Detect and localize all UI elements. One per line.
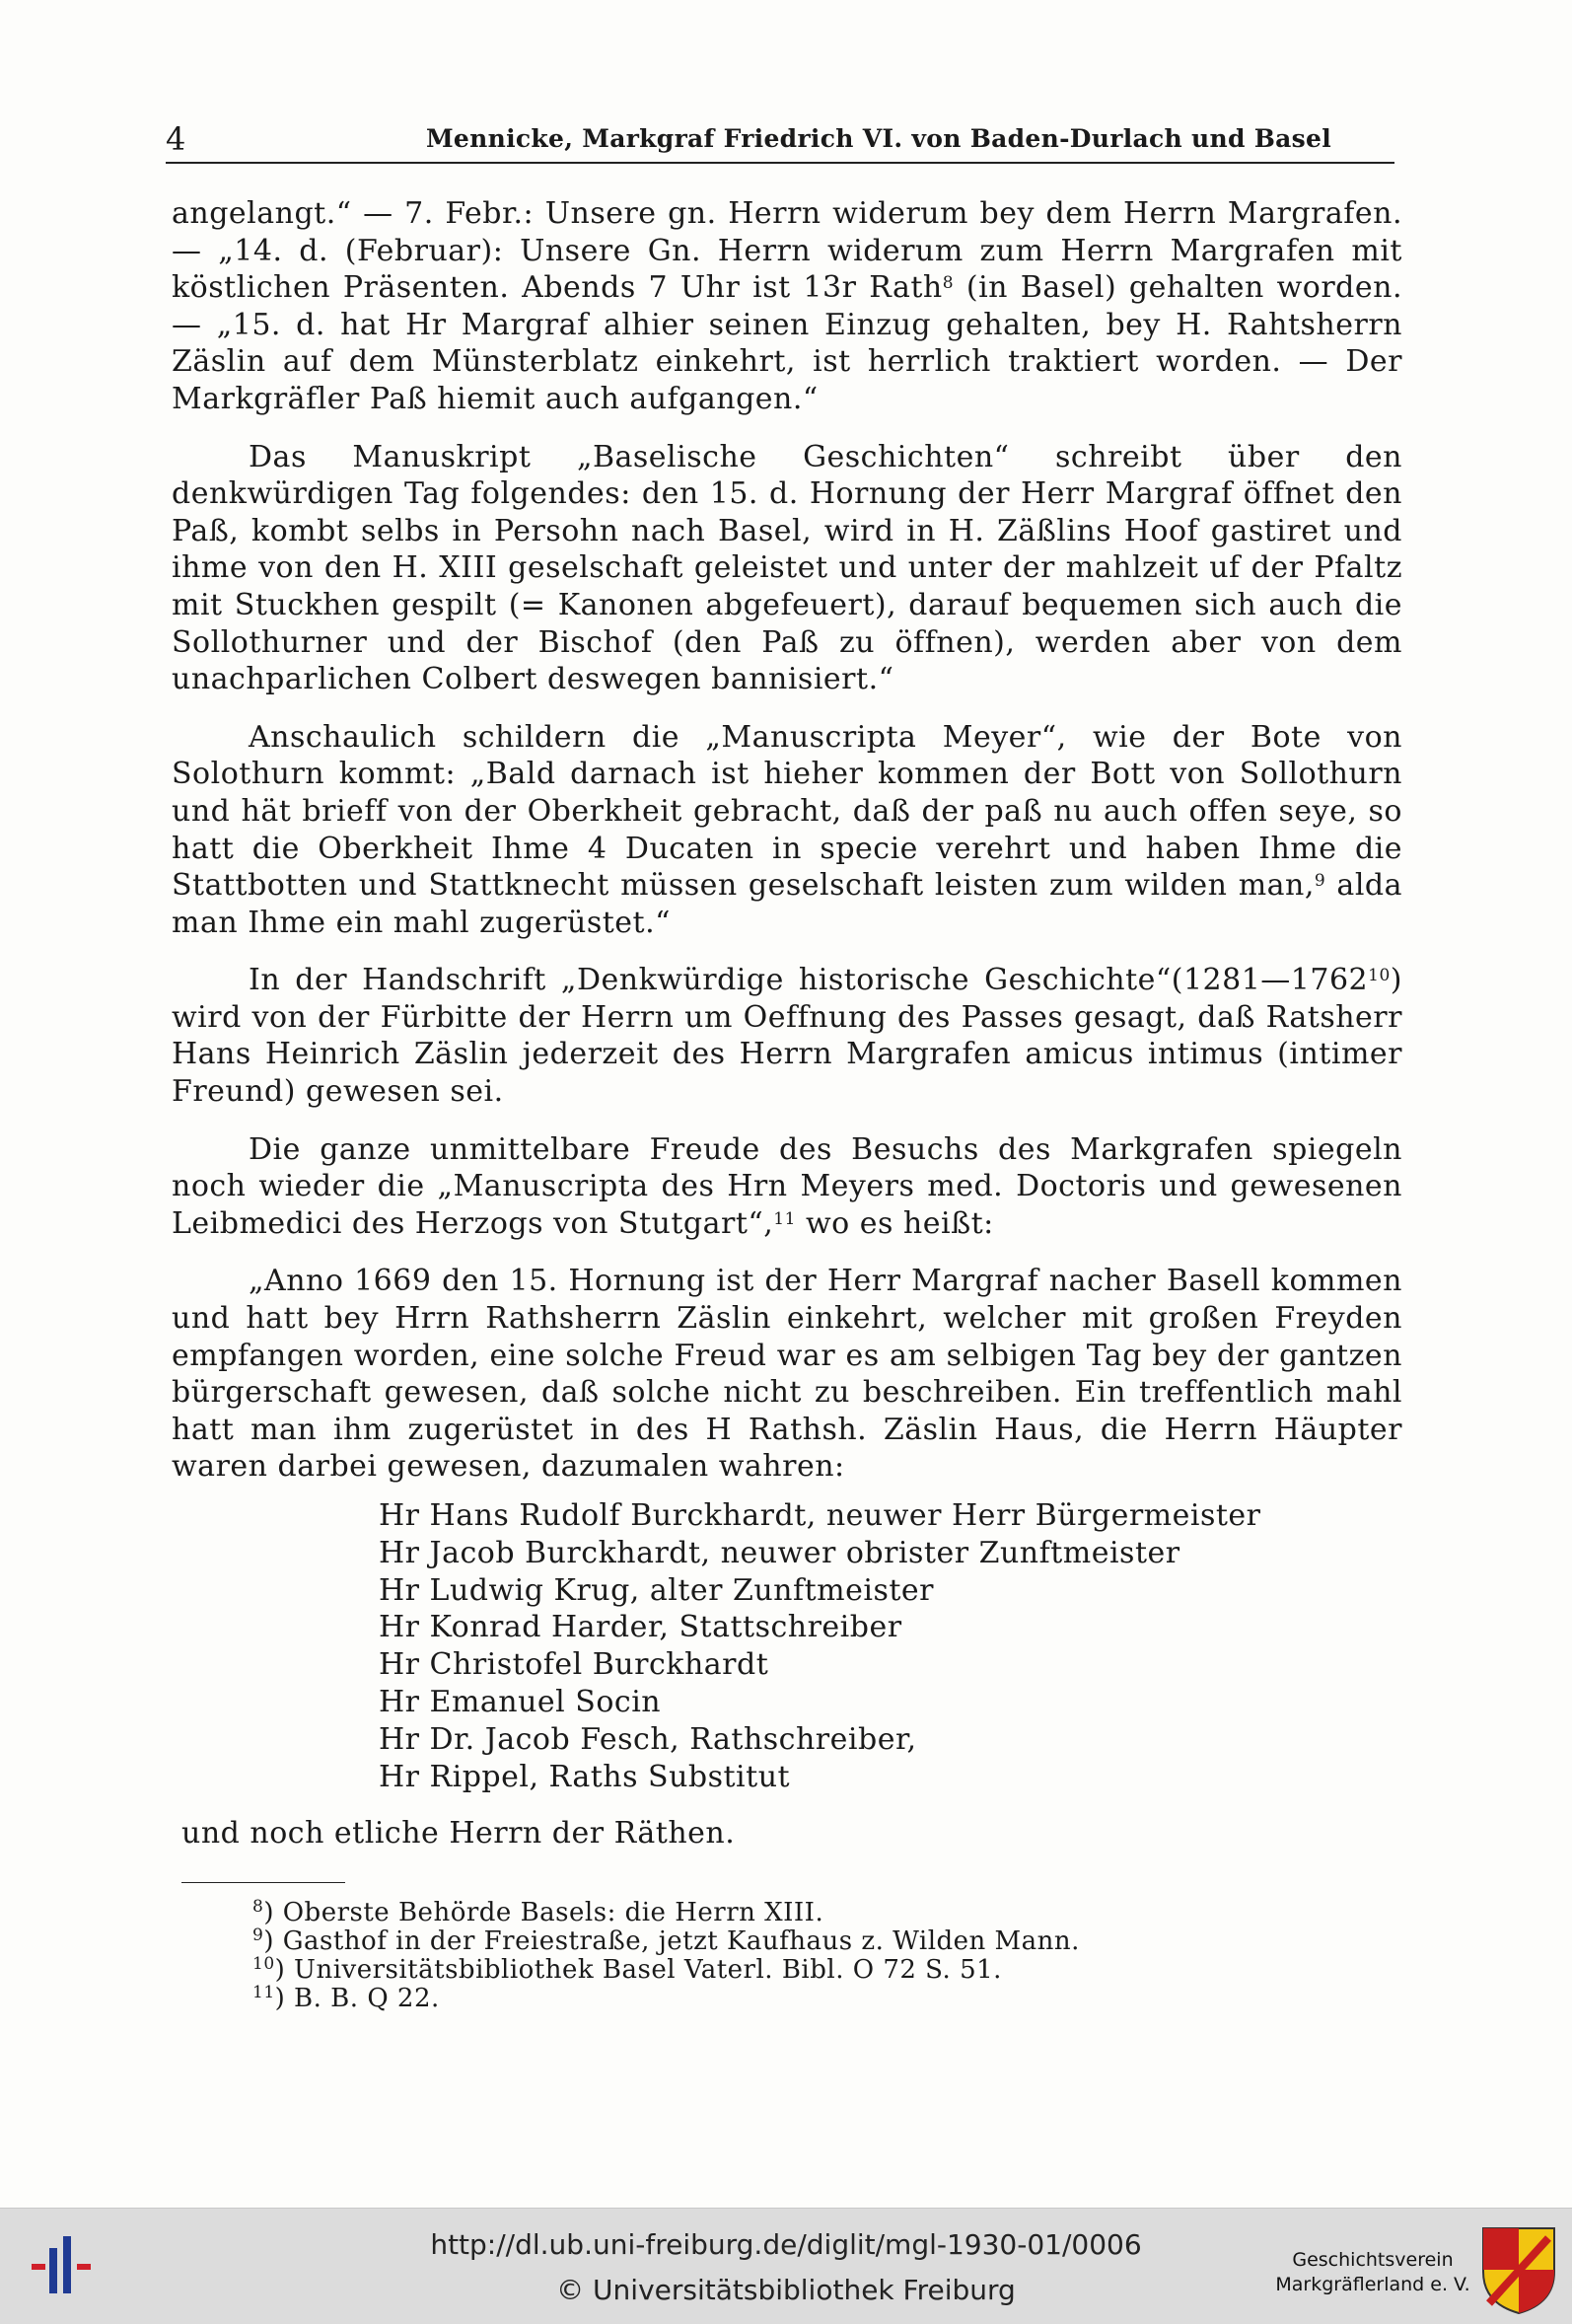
page-number: 4 [166,120,186,158]
paragraph: Das Manuskript „Baselische Geschichten“ schreibt über den denkwürdigen Tag folgendes: den 15. d. Hornung der Herr Margraf öffnet den Paß, kombt selbs in Persohn nach Basel, wird in H. Zäßlins Hoof gastiret und ihme von den H. XIII geselschaft geleistet und unter der mahlzeit uf der Pfaltz mit Stuckhen gespilt (= Kanonen abgefeuert), darauf bequemen sich auch die Sollothurner und der Bischof (den Paß zu öffnen), werden aber von dem unachparlichen Colbert deswegen bannisiert.“ [172,439,1402,697]
paragraph: In der Handschrift „Denkwürdige historische Geschichte“(1281—1762$^{10}$) wird von der Fürbitte der Herrn um Oeffnung des Passes gesagt, daß Ratsherr Hans Heinrich Zäslin jederzeit des Herrn Margrafen amicus intimus (intimer Freund) gewesen sei. [172,963,1402,1110]
closing-line: und noch etliche Herrn der Räthen. [181,1816,736,1852]
footnote-ref[interactable]: 9 [1314,871,1326,892]
footnote-ref[interactable]: 8 [942,273,955,294]
list-item: Hr Dr. Jacob Fesch, Rathschreiber, [379,1721,917,1757]
footnote-ref[interactable]: 10 [1368,966,1391,986]
quote-paragraph: „Anno 1669 den 15. Hornung ist der Herr Margraf nacher Basell kommen und hatt bey Hrrn Rathsherrn Zäslin einkehrt, welcher mit großen Freyden empfangen worden, eine solche Freud war es am selbigen Tag bey der gantzen bürgerschaft gewesen, daß solche nicht zu beschreiben. Ein treffentlich mahl hatt man ihm zugerüstet in des H Rathsh. Zäslin Haus, die Herrn Häupter waren darbei gewesen, dazumalen wahren: [172,1264,1402,1485]
body-text [172,195,1402,2013]
footnote: $^{11}$) B. B. Q 22. [252,1982,440,2013]
paragraph: Die ganze unmittelbare Freude des Besuchs des Markgrafen spiegeln noch wieder die „Manuscripta des Hrn Meyers med. Doctoris und gewesenen Leibmedici des Herzogs von Stutgart“,$^{11}$ wo es heißt: [172,1131,1402,1241]
page-header [166,116,1394,164]
paragraph: Anschaulich schildern die „Manuscripta Meyer“, wie der Bote von Solothurn kommt: „Bald darnach ist hieher kommen der Bott von Sollothurn und hät brieff von der Oberkheit gebracht, daß der paß nu auch offen seye, so hatt die Oberkheit Ihme 4 Ducaten in specie verehrt und haben Ihme die Stattbotten und Stattknecht müssen geselschaft leisten zum wilden man,$^9$ alda man Ihme ein mahl zugerüstet.“ [172,719,1402,940]
running-title: Mennicke, Markgraf Friedrich VI. von Baden-Durlach und Basel [425,124,1332,153]
footnote: $^8$) Oberste Behörde Basels: die Herrn XIII. [252,1896,824,1927]
list-item: Hr Jacob Burckhardt, neuwer obrister Zunftmeister [379,1535,1180,1570]
permalink-url[interactable]: http://dl.ub.uni-freiburg.de/diglit/mgl-1930-01/0006 [430,2228,1142,2261]
list-item: Hr Christofel Burckhardt [379,1647,769,1683]
footnote: $^9$) Gasthof in der Freiestraße, jetzt Kaufhaus z. Wilden Mann. [252,1925,1080,1956]
paragraph: angelangt.“ — 7. Febr.: Unsere gn. Herrn widerum bey dem Herrn Margrafen. — „14. d. (Februar): Unsere Gn. Herrn widerum zum Herrn Margrafen mit köstlichen Präsenten. Abends 7 Uhr ist 13r Rath$^8$ (in Basel) gehalten worden. — „15. d. hat Hr Margraf alhier seinen Einzug gehalten, bey H. Rahtsherrn Zäslin auf dem Münsterblatz einkehrt, ist herrlich traktiert worden. — Der Markgräfler Paß hiemit auch aufgangen.“ [172,196,1402,416]
list-item: Hr Ludwig Krug, alter Zunftmeister [379,1572,935,1608]
names-list [379,1497,1402,1795]
society-name[interactable]: Geschichtsverein Markgräflerland e. V. [1275,2249,1470,2295]
copyright-notice: © Universitätsbibliothek Freiburg [556,2274,1016,2306]
footnote-ref[interactable]: 11 [773,1208,796,1229]
list-item: Hr Konrad Harder, Stattschreiber [379,1610,902,1645]
coat-of-arms-icon[interactable] [1479,2224,1558,2315]
viewer-footer [0,2208,1572,2324]
footnote-divider [181,1882,345,1883]
footnote: $^{10}$) Universitätsbibliothek Basel Vaterl. Bibl. O 72 S. 51. [252,1953,1002,1985]
list-item: Hr Hans Rudolf Burckhardt, neuwer Herr Bürgermeister [379,1498,1261,1533]
list-item: Hr Rippel, Raths Substitut [379,1759,791,1794]
list-item: Hr Emanuel Socin [379,1684,662,1719]
footnotes [252,1896,1402,2013]
